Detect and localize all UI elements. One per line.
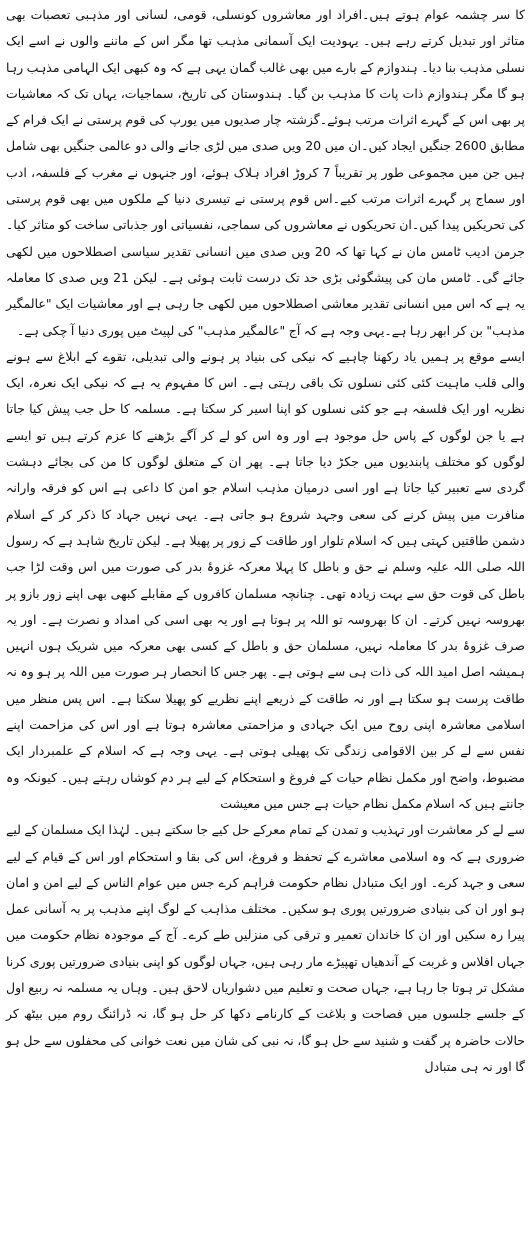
paragraph-3: سے لے کر معاشرت اور تہذیب و تمدن کے تمام معرکے حل کیے جا سکتے ہیں۔ لہٰذا ایک مسلمان کے لیے ضروری ہے کہ وہ اسلامی معاشرے کے تحفظ و فروغ، اس کی بقا و استحکام اور اس کے قیام کے لیے سعی و جہد کرے۔ اور ایک متبادل نظام حکومت فراہم کرے جس میں عوام الناس کے لیے امن و امان ہو اور ان کی بنیادی ضرورتیں پوری ہو سکیں۔ مختلف مذاہب کے لوگ اپنے مذہب پر بہ آسانی عمل پیرا رہ سکیں اور ان کا خاندان تعمیر و ترقی کی منزلیں طے کرے۔ آج کے موجودہ نظام حکومت میں جہاں افلاس و غربت کے آندھیاں تھپیڑے مار رہی ہیں، جہاں لوگوں کو اپنی بنیادی ضرورتیں پوری کرنا مشکل تر ہوتا جا رہا ہے، جہاں صحت و تعلیم میں دشواریاں لاحق ہیں۔ وہاں یہ مسلمہ نہ ربیع اول کے جلسے جلسوں میں فصاحت و بلاغت کے کارنامے دکھا کر حل ہو گا، نہ ڈرائنگ روم میں بیٹھ کر حالات حاضرہ پر گفت و شنید سے حل ہو گا، نہ نبی کی شان میں نعت خوانی کی محفلوں سے حل ہو گا اور نہ ہی متبادل (6, 822, 525, 1074)
paragraph-1: کا سر چشمہ عوام ہوتے ہیں۔افراد اور معاشروں کونسلی، قومی، لسانی اور مذہبی تعصبات بھی متاثر اور تبدیل کرتے رہے ہیں۔ یہودیت ایک آسمانی مذہب تھا مگر اس کے ماننے والوں نے اسے ایک نسلی مذہب بنا دیا۔ ہندوازم کے بارے میں بھی غالب گمان یہی ہے کہ وہ کبھی ایک الہامی مذہب رہا ہو گا مگر ہندوازم ذات پات کا مذہب بن گیا۔ ہندوستان کی تاریخ، سماجیات، یہاں تک کہ معاشیات پر بھی اس کے گہرے اثرات مرتب ہوئے۔گزشتہ چار صدیوں میں یورپ کی قوم پرستی نے ایک فرام کے مطابق 2600 جنگیں ایجاد کیں۔ان میں 20 ویں صدی میں لڑی جانے والی دو عالمی جنگیں بھی شامل ہیں جن میں مجموعی طور پر تقریباً 7 کروڑ افراد ہلاک ہوئے، اور جنہوں نے مغرب کے فلسفہ، ادب اور سماج پر گہرے اثرات مرتب کیے۔اس قوم پرستی نے تیسری دنیا کے ملکوں میں بھی قوم پرستی کی تحریکیں پیدا کیں۔ان تحریکوں نے معاشروں کی سماجی، نفسیاتی اور جذباتی ساخت کو متاثر کیا۔جرمن ادیب ٹامس مان نے کہا تھا کہ 20 ویں صدی میں انسانی تقدیر سیاسی اصطلاحوں میں لکھی جائے گی۔ ٹامس مان کی پیشگوئی بڑی حد تک درست ثابت ہوئی ہے۔ لیکن 21 ویں صدی کا معاملہ یہ ہے کہ اس میں انسانی تقدیر معاشی اصطلاحوں میں لکھی جا رہی ہے اور معاشیات ایک "عالمگیر مذہب" بن کر ابھر رہا ہے۔یہی وجہ ہے کہ آج "عالمگیر مذہب" کی لپیٹ میں پوری دنیا آ چکی ہے۔ (6, 7, 525, 338)
paragraph-2: ایسے موقع پر ہمیں یاد رکھنا چاہیے کہ نیکی کی بنیاد پر ہونے والی تبدیلی، تقوے کے ابلاغ سے ہونے والی قلب ماہیت کئی کئی نسلوں تک باقی رہتی ہے۔ اس کا مفہوم یہ ہے کہ نیکی ایک نعرہ، ایک نظریہ اور ایک فلسفہ ہے جو کئی نسلوں کو اپنا اسیر کر سکتا ہے۔ مسلمہ کا حل جب پیش کیا جاتا ہے یا جن لوگوں کے پاس حل موجود ہے اور وہ اس کو لے کر آگے بڑھنے کا عزم کرتے ہیں تو ایسے لوگوں کو مختلف پابندیوں میں جکڑ دیا جاتا ہے۔ پھر ان کے متعلق لوگوں کا من کی بجائے دہشت گردی سے تعبیر کیا جاتا ہے اور اسی درمیان مذہب اسلام جو امن کا داعی ہے اس کو فرقہ وارانہ منافرت میں پیش کرنے کی سعی وجہد شروع ہو جاتی ہے۔ یہی نہیں جہاد کا ذکر کر کے اسلام دشمن طاقتیں کہتی ہیں کہ اسلام تلوار اور طاقت کے زور پر پھیلا ہے۔ لیکن تاریخ شاہد ہے کہ رسول اللہ صلی اللہ علیہ وسلم نے حق و باطل کا پہلا معرکہ غزوۂ بدر کی صورت میں اس وقت لڑا جب باطل کی قوت حق سے بہت زیادہ تھی۔ چنانچہ مسلمان کافروں کے مقابلے کبھی بھی اپنے زور بازو پر بھروسہ نہیں کرتے۔ ان کا بھروسہ تو اللہ پر ہوتا ہے اور یہ بھی اسی کی امداد و نصرت ہے۔ اور یہ صرف غزوۂ بدر کا معاملہ نہیں، مسلمان حق و باطل کے کسی بھی معرکہ میں شریک ہوں انہیں ہمیشہ اصل امید اللہ کی ذات ہی سے ہوتی ہے۔ پھر جس کا انحصار ہر صورت میں اللہ پر ہو وہ نہ طاقت پرست ہو سکتا ہے اور نہ طاقت کے ذریعے اپنے نظریے کو پھیلا سکتا ہے۔ اس پس منظر میں اسلامی معاشرہ اپنی روح میں ایک جہادی و مزاحمتی معاشرہ ہوتا ہے اور اس کی مزاحمت اپنے نفس سے لے کر بین الاقوامی زندگی تک پھیلی ہوتی ہے۔ یہی وجہ ہے کہ اسلام کے علمبردار ایک مضبوط، واضح اور مکمل نظام حیات کے فروغ و استحکام کے لیے ہر دم کوشاں رہتے ہیں۔ کیونکہ وہ جانتے ہیں کہ اسلام مکمل نظام حیات ہے جس میں معیشت (6, 348, 525, 811)
